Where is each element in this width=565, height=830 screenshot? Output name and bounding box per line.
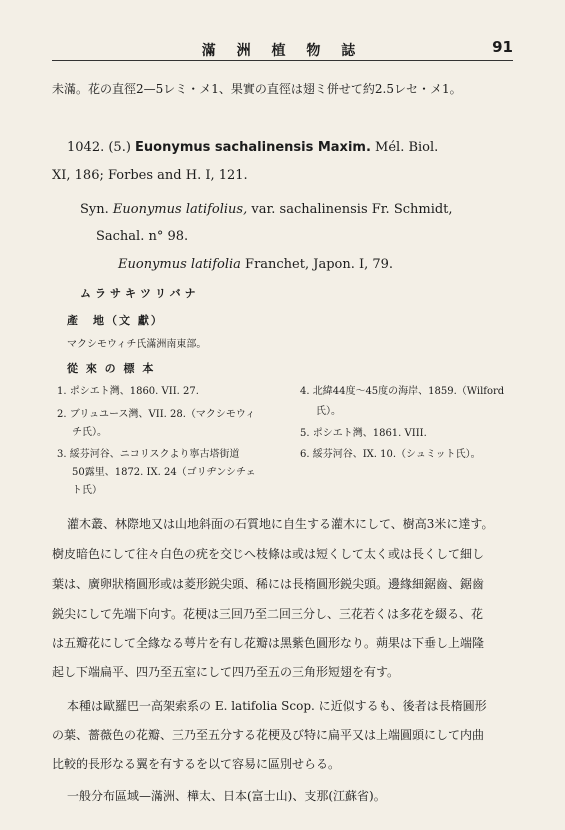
page-header bbox=[52, 38, 513, 61]
species-name: Euonymus sachalinensis Maxim. bbox=[135, 140, 371, 155]
comparison-line: 本種は歐羅巴一高架索系の E. latifolia Scop. に近似するも、後者は長楕圓形 bbox=[67, 699, 487, 713]
specimen-4-cont: 氏）。 bbox=[316, 406, 341, 417]
synonym-1 bbox=[80, 202, 453, 217]
specimen-2: 2. ブリュユース灣、VII. 28.（マクシモウィ bbox=[57, 409, 256, 420]
japanese-name: ムラサキツリバナ bbox=[80, 287, 200, 300]
description-line: 鋭尖にして先端下向す。花梗は三回乃至二回三分し、三花若くは多花を綴る、花 bbox=[52, 607, 484, 621]
description-line: 起し下端扁平、四乃至五室にして四乃至五の三角形短翅を有す。 bbox=[52, 665, 400, 679]
syn2-rest: Franchet, Japon. I, 79. bbox=[245, 257, 394, 272]
specimen-3-cont2: ト氏） bbox=[72, 485, 102, 496]
locality-text: マクシモウィチ氏滿洲南東部。 bbox=[67, 339, 207, 350]
specimen-5: 5. ポシエト灣、1861. VIII. bbox=[300, 428, 427, 439]
description-line: 灌木叢、林際地又は山地斜面の石質地に自生する灌木にして、樹高3米に達す。 bbox=[67, 517, 494, 531]
syn1-name: Euonymus latifolius, bbox=[112, 202, 248, 217]
specimen-4: 4. 北緯44度～45度の海岸、1859.（Wilford bbox=[300, 386, 505, 397]
specimen-6: 6. 綏芬河谷、IX. 10.（シュミット氏）。 bbox=[300, 449, 481, 460]
comparison-line: 比較的長形なる翼を有するを以て容易に區別せらる。 bbox=[52, 757, 341, 771]
species-ref1-tail: Mél. Biol. bbox=[375, 140, 439, 155]
specimen-3-cont: 50露里、1872. IX. 24（ゴリヂンシチェ bbox=[72, 467, 256, 478]
species-ref2: XI, 186; Forbes and H. I, 121. bbox=[52, 168, 248, 183]
description-line: 樹皮暗色にして往々白色の疣を交じへ枝條は或は短くして太く或は長くして細し bbox=[52, 547, 485, 561]
specimens-heading: 從 來 の 標 本 bbox=[67, 362, 156, 375]
intro-line: 未滿。花の直徑2—5レミ・メ1、果實の直徑は翅ミ併せて約2.5レセ・メ1。 bbox=[52, 82, 462, 96]
specimen-2-cont: チ氏）。 bbox=[72, 427, 107, 438]
locality-heading: 產 地（文 獻） bbox=[67, 314, 164, 327]
specimen-1: 1. ポシエト灣、1860. VII. 27. bbox=[57, 386, 199, 397]
syn1-rest: var. sachalinensis Fr. Schmidt, bbox=[251, 202, 453, 217]
synonym-1-cont: Sachal. n° 98. bbox=[96, 229, 189, 244]
syn2-name: Euonymus latifolia bbox=[118, 257, 241, 272]
syn-label: Syn. bbox=[80, 202, 109, 217]
comparison-line: の葉、薔薇色の花瓣、三乃至五分する花梗及び特に扁平又は上端圓頭にして内曲 bbox=[52, 728, 485, 742]
description-line: は五瓣花にして全緣なる萼片を有し花瓣は黑紫色圓形なり。蒴果は下垂し上端隆 bbox=[52, 636, 485, 650]
species-heading bbox=[67, 140, 438, 155]
description-line: 葉は、廣卵狀楕圓形或は菱形鋭尖頭、稀には長楕圓形鋭尖頭。邊緣細鋸齒、鋸齒 bbox=[52, 577, 485, 591]
synonym-2 bbox=[118, 257, 393, 272]
specimen-3: 3. 綏芬河谷、ニコリスクより寧古塔街道 bbox=[57, 449, 240, 460]
page-number: 91 bbox=[492, 38, 513, 56]
species-number: 1042. (5.) bbox=[67, 140, 131, 155]
running-title: 滿 洲 植 物 誌 bbox=[201, 43, 364, 59]
distribution: 一般分布區域—滿洲、樺太、日本(富士山)、支那(江蘇省)。 bbox=[67, 789, 386, 803]
